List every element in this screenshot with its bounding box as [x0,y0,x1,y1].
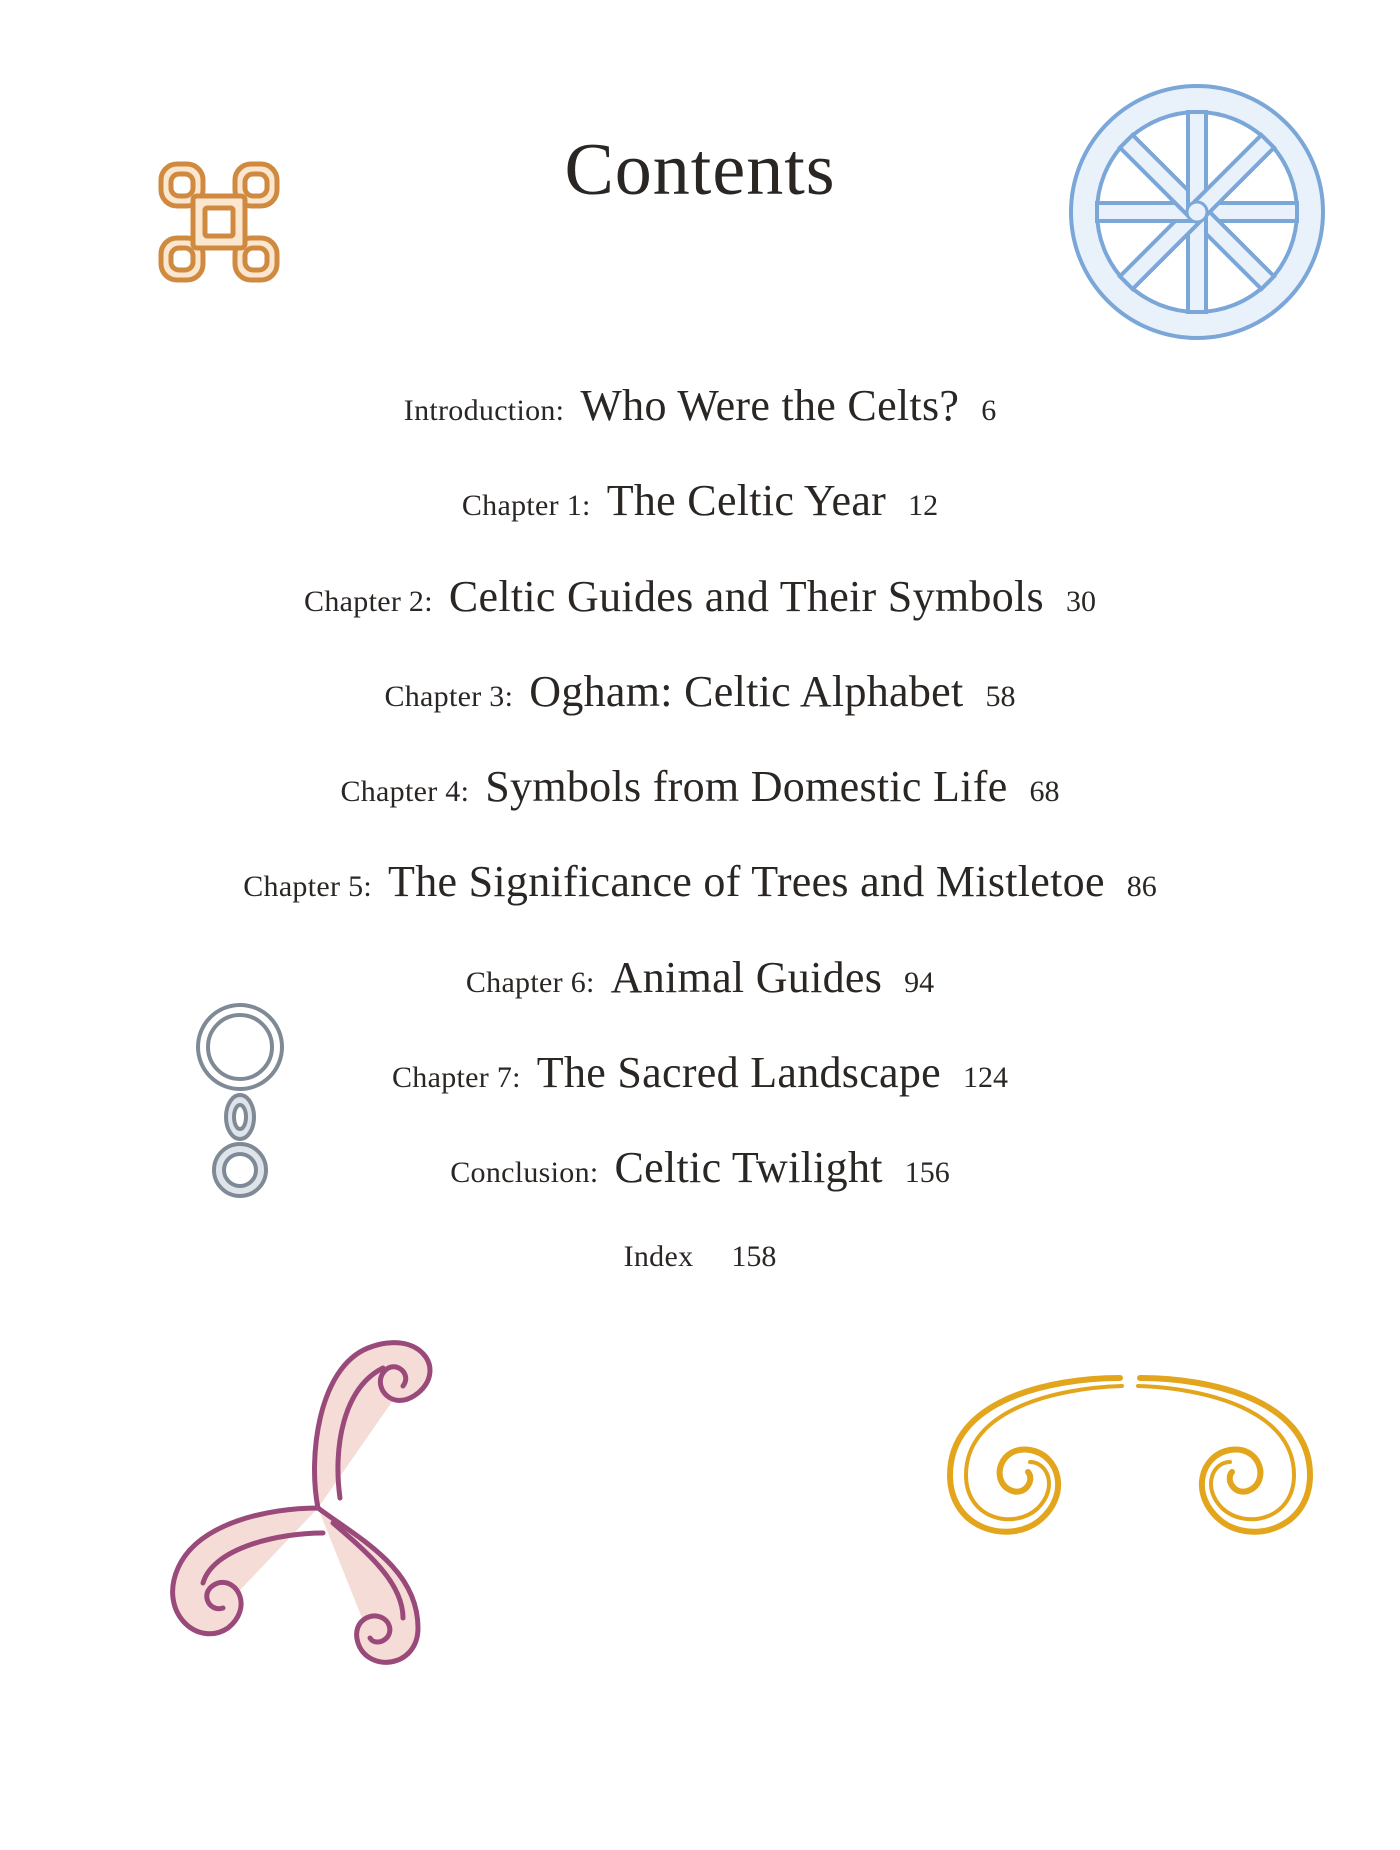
toc-entry-label: Index [623,1239,694,1273]
toc-entry-label: Chapter 5: [243,870,373,904]
toc-entry-page: 94 [904,965,935,999]
toc-entry-label: Chapter 7: [391,1061,521,1095]
toc-entry-page: 158 [731,1239,777,1273]
toc-entry[interactable] [0,952,1400,1051]
toc-entry-page: 124 [963,1061,1009,1095]
toc-entry-title: Celtic Guides and Their Symbols [448,571,1044,621]
toc-entry-label: Chapter 1: [461,489,591,523]
toc-entry-label: Chapter 6: [465,965,595,999]
toc-entry-title: Ogham: Celtic Alphabet [529,666,964,716]
toc-entry-title: The Sacred Landscape [536,1048,942,1098]
table-of-contents [0,381,1400,1337]
toc-entry-label: Chapter 3: [384,679,514,713]
toc-entry[interactable] [0,1048,1400,1146]
toc-entry-label: Conclusion: [450,1156,599,1190]
toc-entry-page: 30 [1065,584,1096,618]
toc-entry[interactable] [0,476,1400,574]
page-title: Contents [564,129,836,211]
toc-entry[interactable] [0,666,1400,765]
toc-entry-page: 68 [1029,775,1060,809]
toc-entry-label: Chapter 2: [304,584,433,618]
toc-entry-title: Celtic Twilight [614,1143,883,1193]
toc-entry-page: 156 [904,1156,950,1190]
toc-entry-title: The Significance of Trees and Mistletoe [388,857,1105,907]
toc-entry-page: 12 [908,489,939,523]
triskele-icon [118,1308,508,1683]
toc-entry-title: Who Were the Celts? [580,381,960,430]
toc-entry-label: Chapter 4: [340,775,470,809]
toc-entry-index[interactable] [0,1239,1400,1337]
toc-entry[interactable] [0,857,1400,955]
toc-entry[interactable] [0,762,1400,860]
toc-entry-page: 6 [981,394,997,427]
toc-entry-title: The Celtic Year [606,476,887,526]
toc-entry[interactable] [0,571,1400,670]
toc-entry-page: 86 [1126,870,1157,904]
toc-entry-title: Animal Guides [610,952,883,1002]
toc-entry-title: Symbols from Domestic Life [485,762,1008,812]
toc-entry-label: Introduction: [403,394,565,427]
toc-entry-page: 58 [985,679,1016,713]
toc-entry[interactable] [0,1143,1400,1241]
double-spiral-icon [940,1370,1320,1550]
toc-entry[interactable] [0,381,1400,479]
